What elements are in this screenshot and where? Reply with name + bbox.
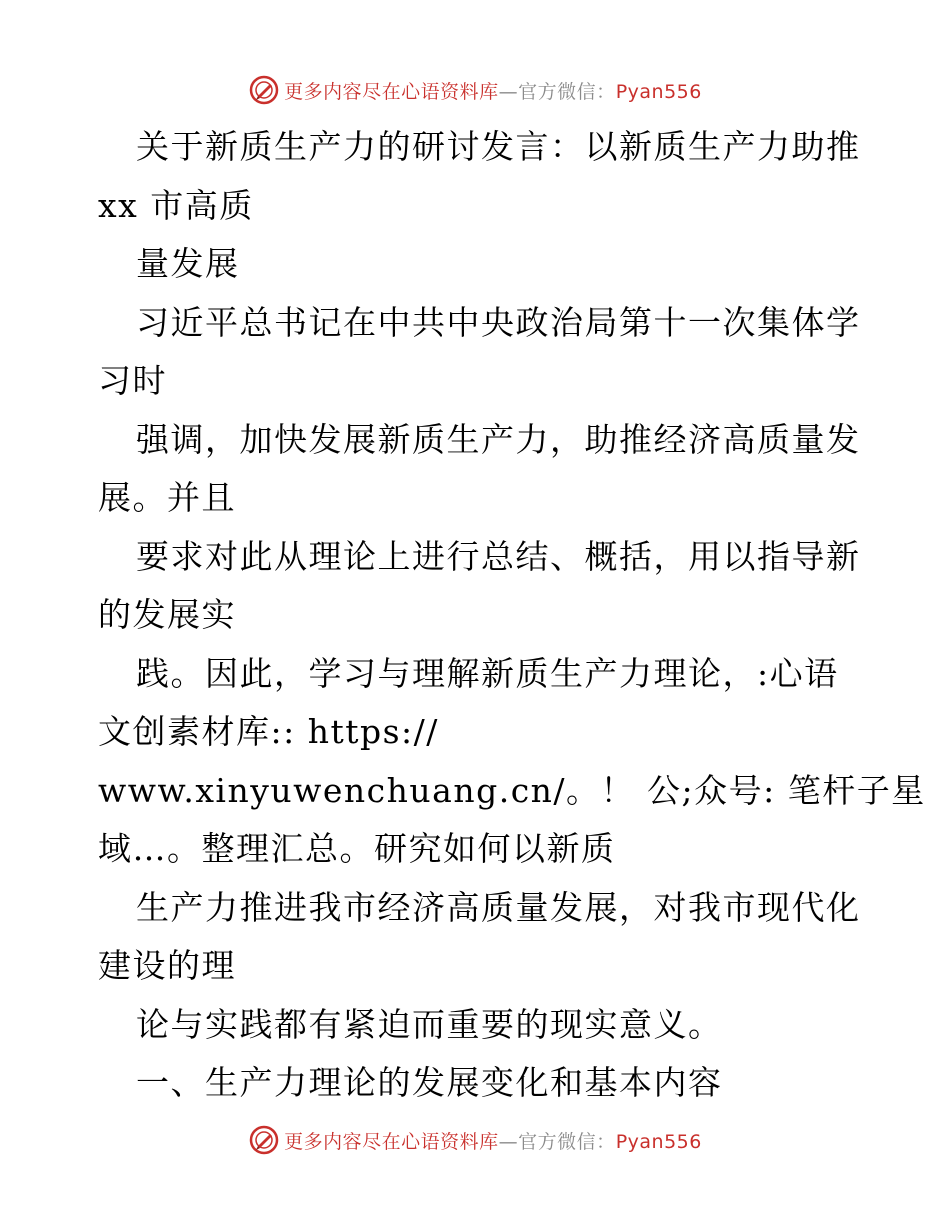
watermark-id: Pyan556 xyxy=(615,1130,702,1153)
watermark-id: Pyan556 xyxy=(615,80,702,103)
text-line: 一、生产力理论的发展变化和基本内容 xyxy=(136,1063,723,1102)
text-line: 践。因此，学习与理解新质生产力理论，:心语 xyxy=(136,653,839,693)
watermark-label: —官方微信： xyxy=(498,1130,616,1153)
text-line: 生产力推进我市经济高质量发展，对我市现代化 xyxy=(136,887,861,927)
text-line: 要求对此从理论上进行总结、概括，用以指导新 xyxy=(136,536,861,576)
text-line: 习近平总书记在中共中央政治局第十一次集体学 xyxy=(136,302,861,342)
watermark-text xyxy=(284,1127,702,1154)
document-body xyxy=(98,118,926,1113)
text-line: www.xinyuwenchuang.cn/。！ 公;众号: 笔杆子星 xyxy=(98,770,926,810)
text-line: 域…。整理汇总。研究如何以新质 xyxy=(98,829,616,868)
text-line: 文创素材库:: https:// xyxy=(98,712,439,751)
watermark-label: —官方微信： xyxy=(498,80,616,103)
watermark-brand: 更多内容尽在心语资料库 xyxy=(284,1130,499,1153)
pen-logo-icon xyxy=(248,1124,280,1156)
footer-watermark xyxy=(0,1120,950,1160)
text-line: 展。并且 xyxy=(98,478,236,517)
text-line: 习时 xyxy=(98,361,167,400)
text-line: 关于新质生产力的研讨发言：以新质生产力助推 xyxy=(136,127,861,166)
text-line: 的发展实 xyxy=(98,595,236,634)
text-line: 建设的理 xyxy=(98,946,236,985)
header-watermark xyxy=(0,70,950,110)
pen-logo-icon xyxy=(248,74,280,106)
text-line: 论与实践都有紧迫而重要的现实意义。 xyxy=(136,1004,723,1044)
watermark-text xyxy=(284,77,702,104)
text-line: 量发展 xyxy=(136,244,240,283)
text-line: xx 市高质 xyxy=(98,185,254,225)
watermark-brand: 更多内容尽在心语资料库 xyxy=(284,80,499,103)
text-line: 强调，加快发展新质生产力，助推经济高质量发 xyxy=(136,419,861,459)
